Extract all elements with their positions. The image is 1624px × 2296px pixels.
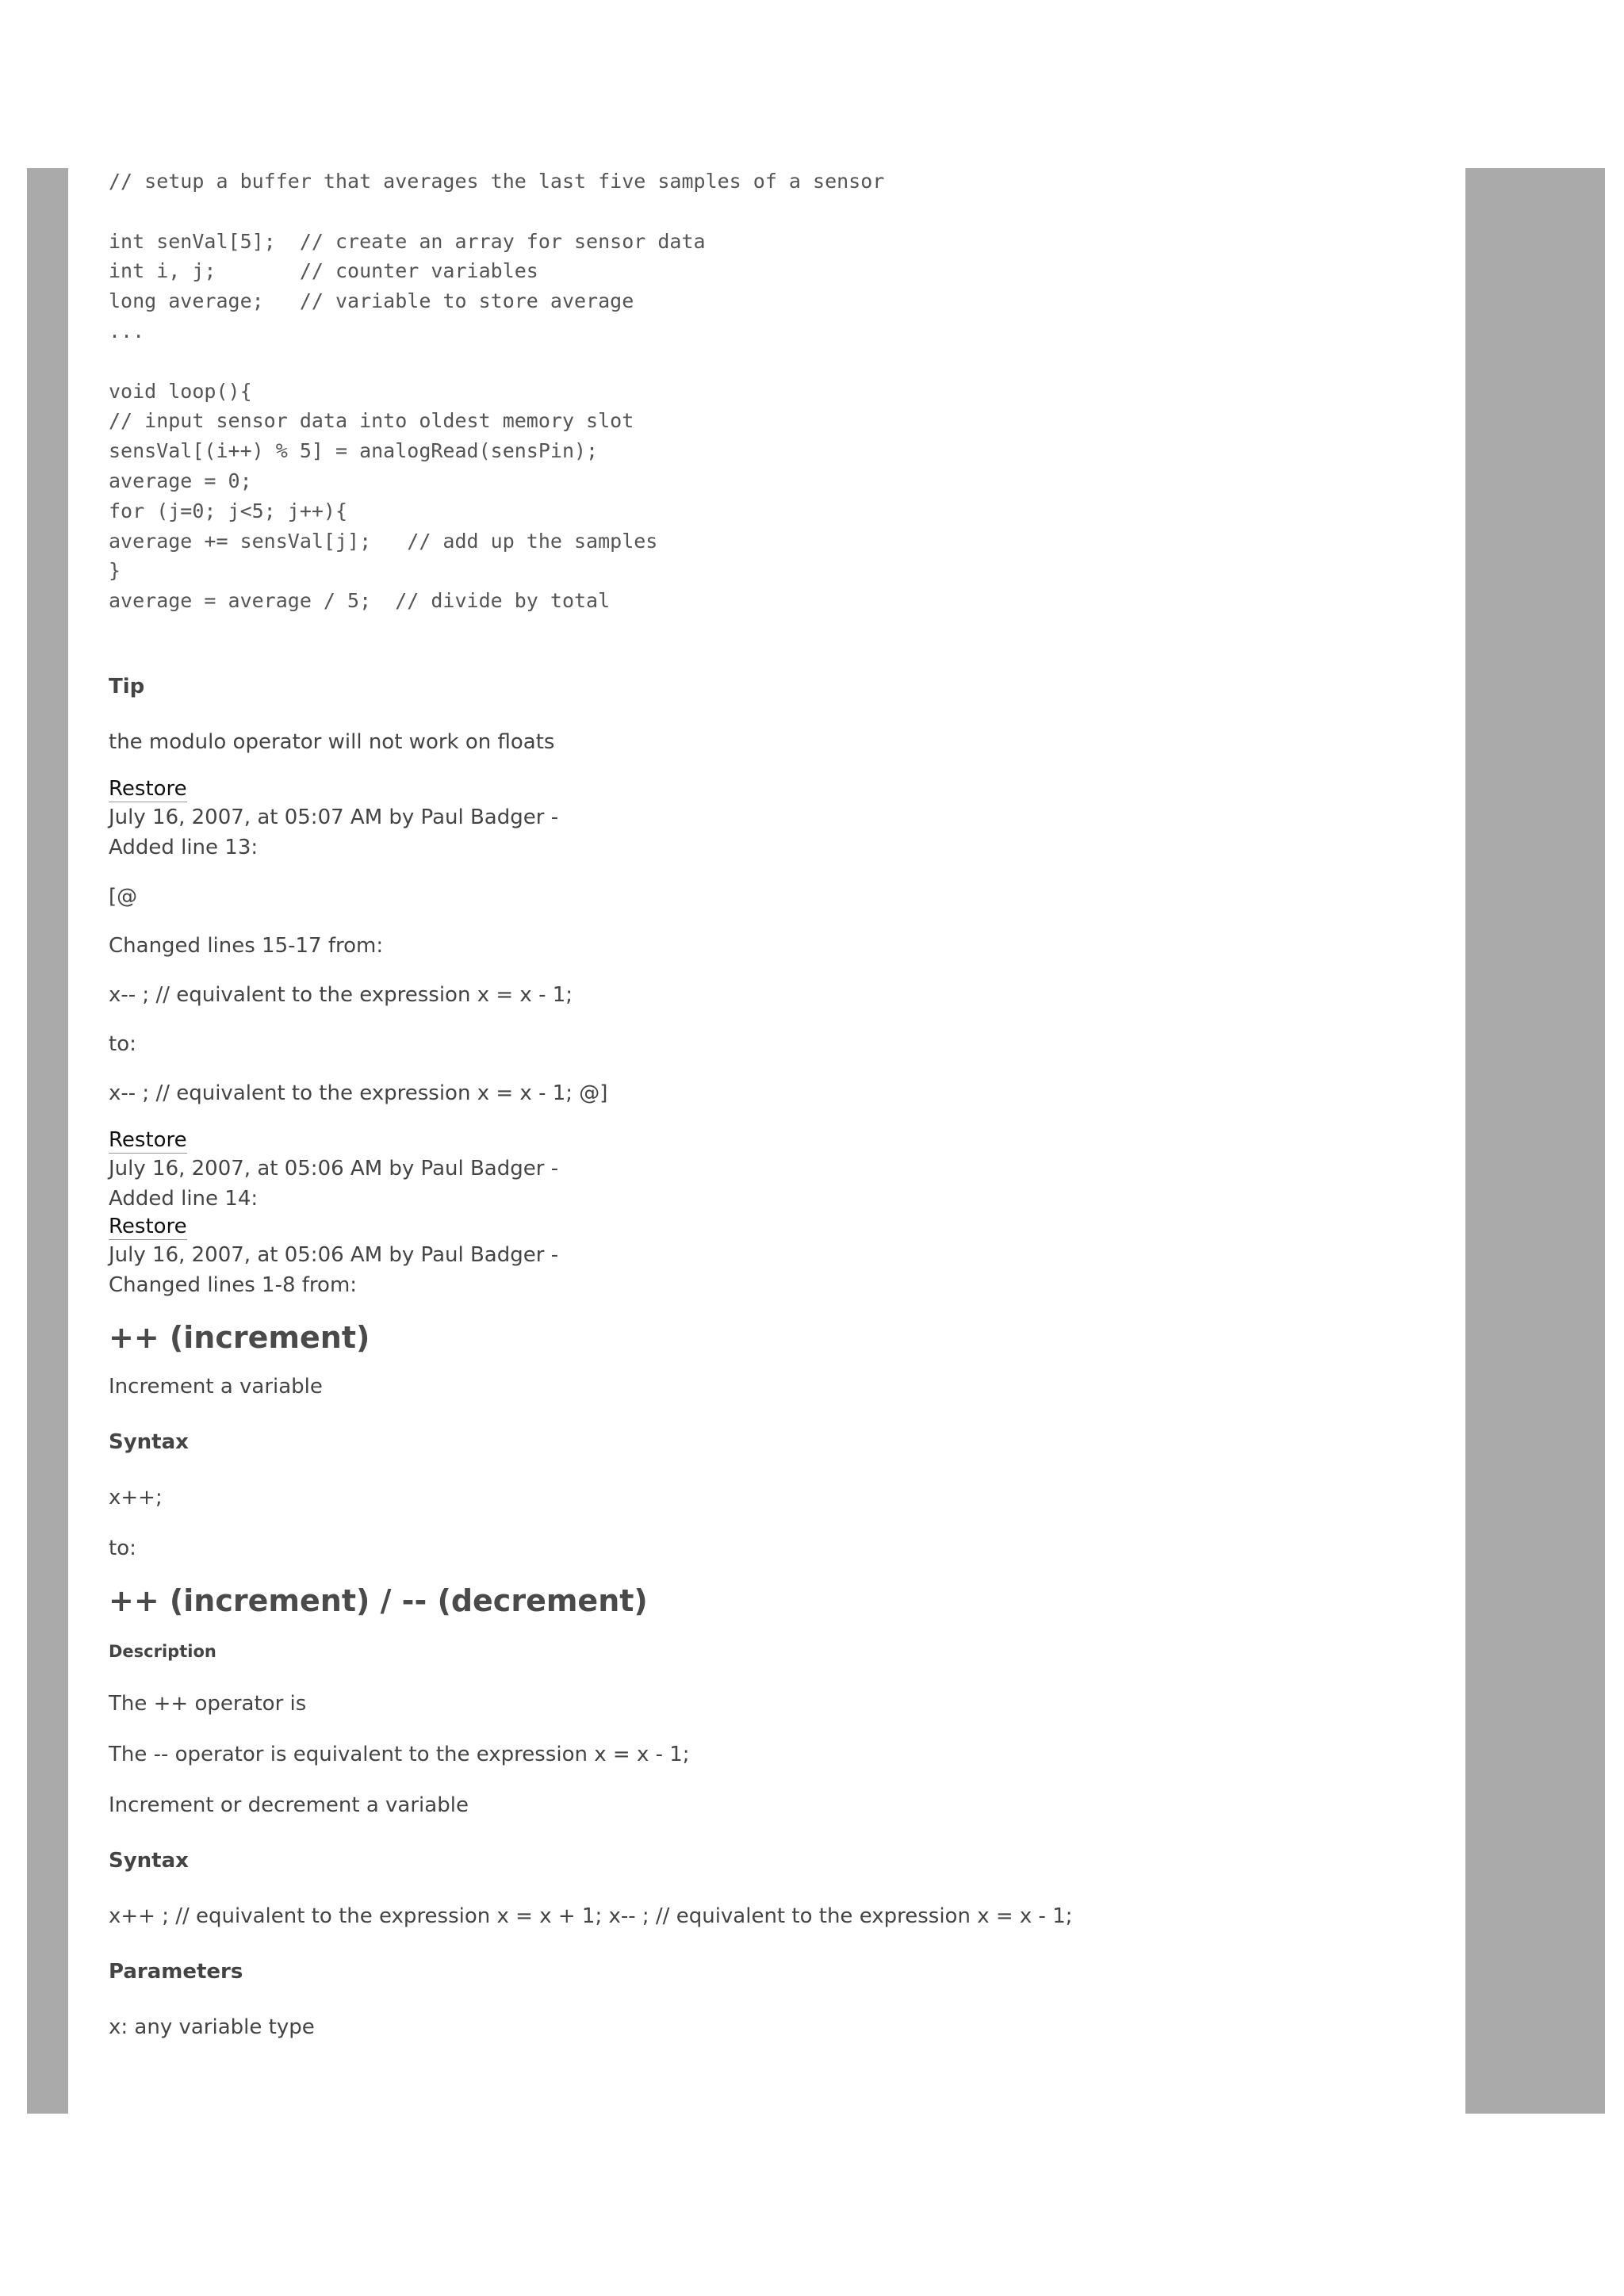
revision-meta: July 16, 2007, at 05:06 AM by Paul Badger -: [109, 1156, 559, 1181]
old-syntax: x++;: [109, 1485, 163, 1510]
tip-heading: Tip: [109, 674, 145, 698]
right-margin-bar: [1465, 168, 1605, 2114]
diff-line: x-- ; // equivalent to the expression x = x - 1; @]: [109, 1081, 608, 1105]
diff-line: x-- ; // equivalent to the expression x = x - 1;: [109, 982, 573, 1007]
diff-line: Changed lines 15-17 from:: [109, 933, 384, 958]
syntax-heading: Syntax: [109, 1848, 189, 1873]
history-entry: [109, 1127, 1449, 1214]
new-page-title: ++ (increment) / -- (decrement): [109, 1582, 648, 1618]
restore-link[interactable]: Restore: [109, 1127, 187, 1152]
description-heading: Description: [109, 1641, 216, 1661]
tip-text: the modulo operator will not work on floats: [109, 729, 555, 754]
history-entry: [109, 1214, 1449, 1300]
revision-meta: July 16, 2007, at 05:06 AM by Paul Badger -: [109, 1242, 559, 1267]
diff-line: [@: [109, 884, 138, 909]
parameters-text: x: any variable type: [109, 2015, 315, 2039]
code-block: // setup a buffer that averages the last five samples of a sensor int senVal[5]; // create an array for sensor data int i, j; // counter variables long average; // variable to store average ... void loop(){ // input sensor data into oldest memory slot sensVal[(i++) % 5] = analogRead(sensPin); average = 0; for (j=0; j<5; j++){ average += sensVal[j]; // add up the samples } average = average / 5; // divide by total: [109, 170, 885, 613]
old-syntax-heading: Syntax: [109, 1429, 189, 1454]
restore-link[interactable]: Restore: [109, 1214, 187, 1238]
syntax-text: x++ ; // equivalent to the expression x = x + 1; x-- ; // equivalent to the expression x = x - 1;: [109, 1904, 1073, 1928]
parameters-heading: Parameters: [109, 1959, 243, 1984]
old-summary: Increment a variable: [109, 1374, 323, 1399]
old-page-title: ++ (increment): [109, 1319, 370, 1355]
revision-change: Added line 14:: [109, 1186, 259, 1211]
restore-link[interactable]: Restore: [109, 776, 187, 801]
description-line: Increment or decrement a variable: [109, 1793, 469, 1817]
to-label: to:: [109, 1536, 136, 1560]
left-margin-bar: [27, 168, 68, 2114]
revision-change: Changed lines 1-8 from:: [109, 1272, 358, 1297]
page-content: [109, 166, 1449, 2042]
revision-meta: July 16, 2007, at 05:07 AM by Paul Badger -: [109, 805, 559, 829]
description-line: The -- operator is equivalent to the expression x = x - 1;: [109, 1742, 690, 1766]
diff-line: to:: [109, 1031, 136, 1056]
description-line: The ++ operator is: [109, 1691, 307, 1716]
revision-change: Added line 13:: [109, 835, 259, 859]
history-entry: [109, 776, 1449, 1108]
